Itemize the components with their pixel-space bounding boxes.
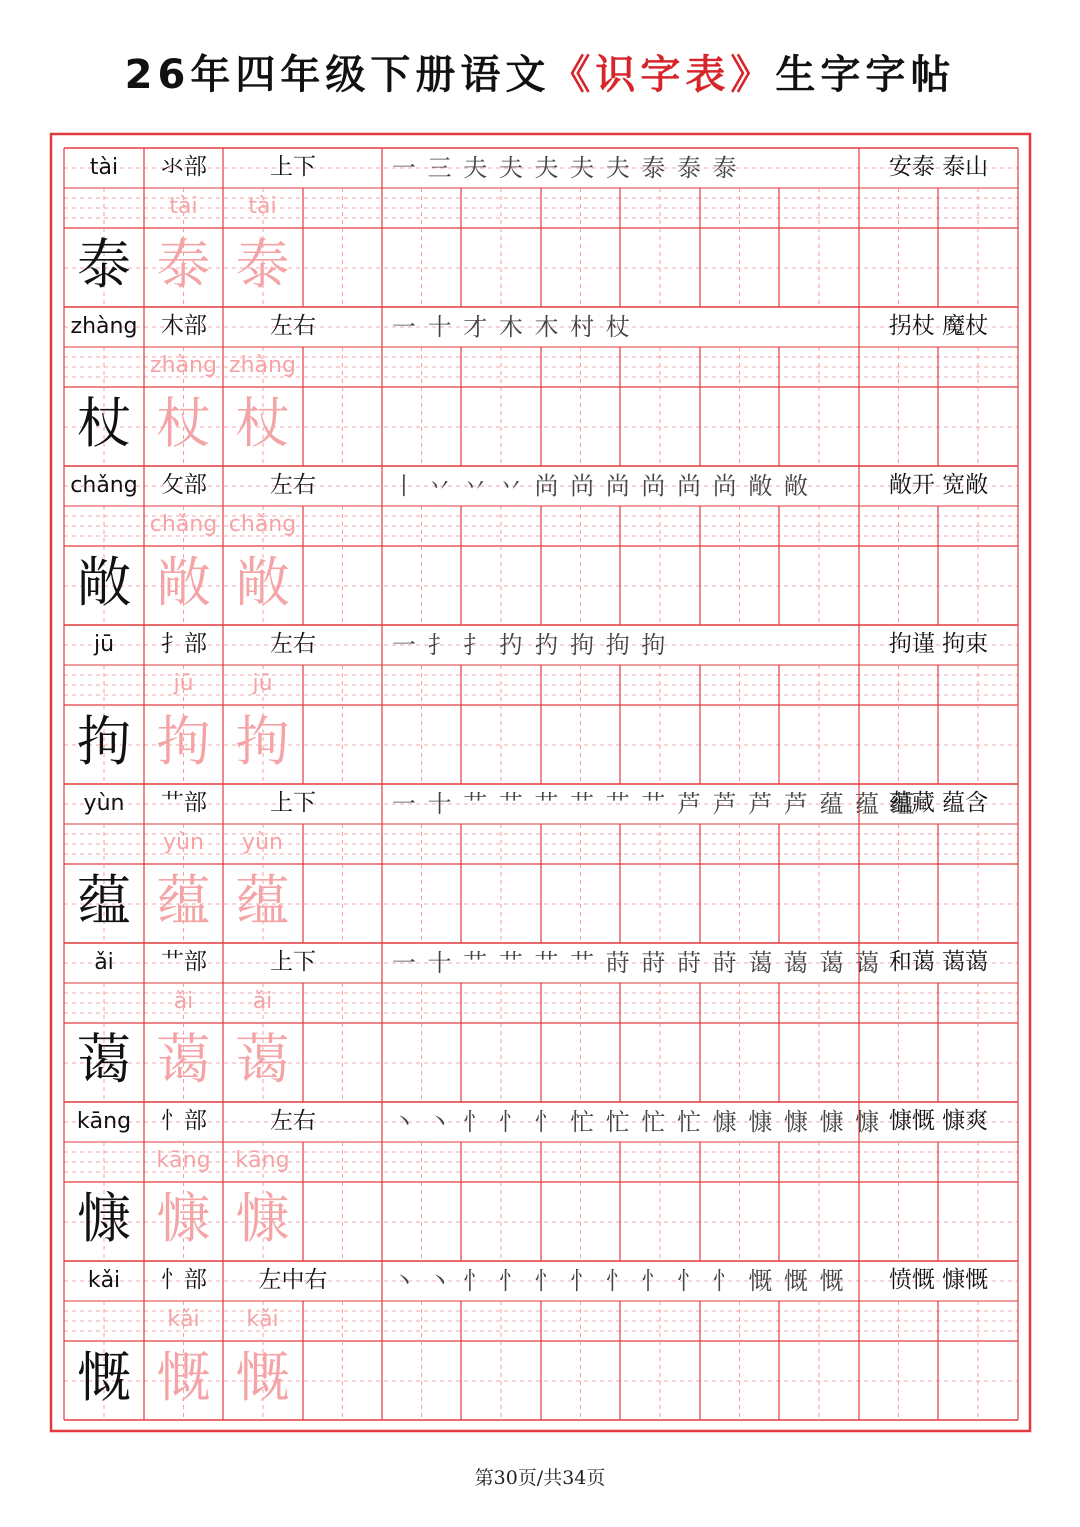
stroke-order: 一 十 艹 艹 艹 艹 莳 莳 莳 莳 蔼 蔼 蔼 蔼	[392, 949, 882, 977]
trace-character: 拘	[235, 710, 290, 773]
pinyin-trace: ǎi	[252, 989, 273, 1014]
trace-character: 蕴	[235, 869, 290, 932]
trace-character: 蔼	[156, 1028, 211, 1091]
trace-character: 慷	[156, 1187, 211, 1250]
trace-character: 拘	[156, 710, 211, 773]
example-words: 蕴藏 蕴含	[888, 790, 989, 816]
model-character: 杖	[77, 392, 131, 455]
structure-label: 左右	[270, 472, 316, 498]
structure-label: 左右	[270, 1108, 316, 1134]
pinyin-trace: kǎi	[246, 1307, 279, 1332]
model-character: 拘	[77, 710, 131, 773]
structure-label: 左右	[270, 313, 316, 339]
model-character: 慨	[77, 1346, 131, 1409]
model-character: 蕴	[77, 869, 131, 932]
pinyin-label: ǎi	[94, 950, 114, 975]
pinyin-label: kāng	[76, 1109, 132, 1134]
trace-character: 泰	[156, 233, 211, 296]
title-part-3: 生字字帖	[775, 52, 956, 98]
pinyin-trace: ǎi	[173, 989, 194, 1014]
example-words: 安泰 泰山	[888, 154, 989, 180]
model-character: 敞	[77, 551, 131, 614]
structure-label: 左中右	[258, 1267, 328, 1293]
pinyin-trace: kāng	[235, 1148, 290, 1173]
model-character: 蔼	[77, 1028, 131, 1091]
pinyin-label: chǎng	[70, 473, 138, 498]
pinyin-label: kǎi	[87, 1268, 121, 1293]
structure-label: 上下	[270, 154, 316, 180]
trace-character: 泰	[235, 233, 290, 296]
radical-label: 氺部	[161, 154, 207, 180]
radical-label: 艹部	[161, 790, 207, 816]
pinyin-trace: zhàng	[150, 353, 217, 378]
radical-label: 艹部	[161, 949, 207, 975]
trace-character: 慨	[156, 1346, 211, 1409]
radical-label: 忄部	[161, 1267, 207, 1293]
trace-character: 慷	[235, 1187, 290, 1250]
trace-character: 杖	[235, 392, 290, 455]
stroke-order: 一 扌 扌 扚 扚 拘 拘 拘	[392, 631, 668, 659]
model-character: 泰	[77, 233, 131, 296]
pinyin-trace: jū	[173, 671, 194, 696]
stroke-order: 一 十 艹 艹 艹 艹 艹 艹 芦 芦 芦 芦 蕴 蕴 蕴	[392, 790, 917, 818]
stroke-order: 丶 丶 忄 忄 忄 忙 忙 忙 忙 慷 慷 慷 慷 慷	[392, 1108, 882, 1136]
structure-label: 左右	[270, 631, 316, 657]
radical-label: 攵部	[161, 472, 207, 498]
stroke-order: 一 十 才 木 木 村 杖	[392, 313, 632, 341]
structure-label: 上下	[270, 949, 316, 975]
example-words: 敞开 宽敞	[888, 472, 989, 498]
radical-label: 扌部	[161, 631, 207, 657]
pinyin-trace: kāng	[156, 1148, 211, 1173]
example-words: 慷慨 慷爽	[888, 1108, 989, 1134]
trace-character: 杖	[156, 392, 211, 455]
pinyin-trace: tài	[169, 194, 198, 219]
radical-label: 忄部	[161, 1108, 207, 1134]
structure-label: 上下	[270, 790, 316, 816]
pinyin-trace: chǎng	[149, 512, 218, 537]
trace-character: 蕴	[156, 869, 211, 932]
example-words: 愤慨 慷慨	[888, 1267, 989, 1293]
example-words: 拐杖 魔杖	[888, 313, 989, 339]
radical-label: 木部	[161, 313, 207, 339]
pinyin-trace: tài	[248, 194, 277, 219]
trace-character: 敞	[235, 551, 290, 614]
pinyin-trace: jū	[252, 671, 273, 696]
pinyin-trace: zhàng	[229, 353, 296, 378]
trace-character: 敞	[156, 551, 211, 614]
stroke-order: 丨 丷 丷 丷 尚 尚 尚 尚 尚 尚 敞 敞	[392, 472, 810, 500]
model-character: 慷	[77, 1187, 131, 1250]
pinyin-trace: yùn	[163, 830, 204, 855]
stroke-order: 一 三 夫 夫 夫 夫 夫 泰 泰 泰	[392, 154, 739, 182]
example-words: 拘谨 拘束	[888, 631, 989, 657]
title-part-1: 26年四年级下册语文	[124, 52, 551, 98]
trace-character: 慨	[235, 1346, 290, 1409]
title-part-2: 《识字表》	[550, 52, 776, 98]
pinyin-trace: yùn	[242, 830, 283, 855]
pinyin-label: zhàng	[70, 314, 138, 339]
pinyin-trace: kǎi	[167, 1307, 200, 1332]
pinyin-label: yùn	[83, 791, 125, 816]
trace-character: 蔼	[235, 1028, 290, 1091]
pinyin-trace: chǎng	[228, 512, 297, 537]
pinyin-label: tài	[89, 155, 119, 180]
pinyin-label: jū	[93, 632, 115, 657]
example-words: 和蔼 蔼蔼	[888, 949, 989, 975]
stroke-order: 丶 丶 忄 忄 忄 忄 忄 忄 忄 忄 慨 慨 慨	[392, 1267, 846, 1295]
page-footer: 第30页/共34页	[474, 1467, 606, 1489]
